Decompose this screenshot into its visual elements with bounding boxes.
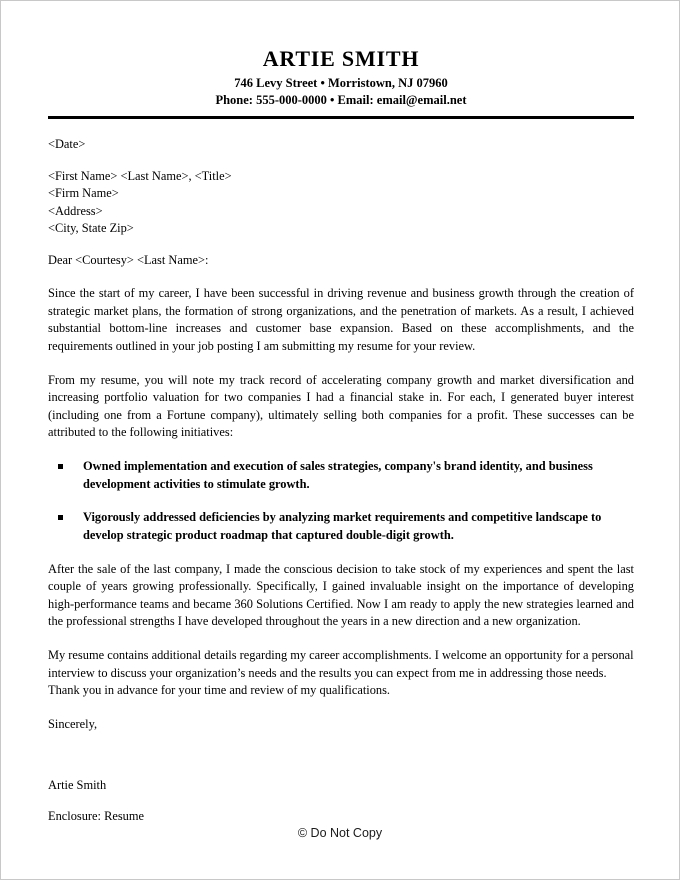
page-title: ARTIE SMITH <box>262 46 420 71</box>
recipient-city-state-zip: <City, State Zip> <box>48 221 134 236</box>
square-bullet-icon <box>58 464 63 469</box>
square-bullet-icon <box>58 515 63 520</box>
recipient-firm: <Firm Name> <box>48 186 119 201</box>
letterhead <box>48 1 634 119</box>
initiatives-list <box>48 458 634 544</box>
paragraph-after-sale: After the sale of the last company, I made the conscious decision to take stock of my experiences and spent the last couple of years growing professionally. Specifically, I gained invaluable insight on the importance of developing high-performance teams and became 360 Solutions Certified. Now I am ready to apply the new strategies learned and the professional strengths I have developed throughout the years in a new direction and a new organization. <box>48 561 634 629</box>
footer-copyright: © Do Not Copy <box>297 826 383 840</box>
list-item-text: Owned implementation and execution of sales strategies, company's brand identity, and business development activities to stimulate growth. <box>83 459 593 491</box>
date-field: <Date> <box>48 137 86 152</box>
list-item <box>48 509 634 544</box>
spacer <box>48 631 634 647</box>
list-item-text: Vigorously addressed deficiencies by analyzing market requirements and competitive landscape to develop strategic product roadmap that captured double-digit growth. <box>83 510 602 542</box>
closing-word: Sincerely, <box>48 716 98 731</box>
spacer <box>48 545 634 561</box>
spacer <box>48 794 634 808</box>
spacer <box>48 700 634 716</box>
signature-name: Artie Smith <box>48 777 107 792</box>
letter-content <box>48 1 634 825</box>
spacer <box>48 269 634 285</box>
salutation: Dear <Courtesy> <Last Name>: <box>48 253 209 268</box>
spacer <box>48 154 634 168</box>
address-line: 746 Levy Street • Morristown, NJ 07960 <box>234 76 448 91</box>
paragraph-resume-note: From my resume, you will note my track record of accelerating company growth and market diversification and increasing portfolio valuation for two companies I had a financial stake in. For each, I generated buyer interest (including one from a Fortune company), ultimately selling both companies for a profit. These successes can be attributed to the following initiatives: <box>48 372 634 440</box>
spacer <box>48 238 634 252</box>
contact-line: Phone: 555-000-0000 • Email: email@email.net <box>215 93 467 108</box>
spacer <box>48 356 634 372</box>
letter-body <box>48 119 634 825</box>
recipient-name-title: <First Name> <Last Name>, <Title> <box>48 168 232 183</box>
paragraph-intro: Since the start of my career, I have been successful in driving revenue and business growth through the creation of strategic market plans, the formation of strong organizations, and the penetration of markets. As a result, I achieved substantial bottom-line increases and customer base expansion. Based on these accomplishments, and the requirements outlined in your job posting I am submitting my resume for your review. <box>48 286 634 354</box>
signature-space <box>48 733 634 777</box>
paragraph-closing: My resume contains additional details regarding my career accomplishments. I welcome an opportunity for a personal interview to discuss your organization’s needs and the results you can expect from me in addressing those needs. Thank you in advance for your time and review of my qualifications. <box>48 647 634 698</box>
recipient-address: <Address> <box>48 203 103 218</box>
enclosure-line: Enclosure: Resume <box>48 809 145 823</box>
list-item <box>48 458 634 493</box>
spacer <box>48 442 634 458</box>
